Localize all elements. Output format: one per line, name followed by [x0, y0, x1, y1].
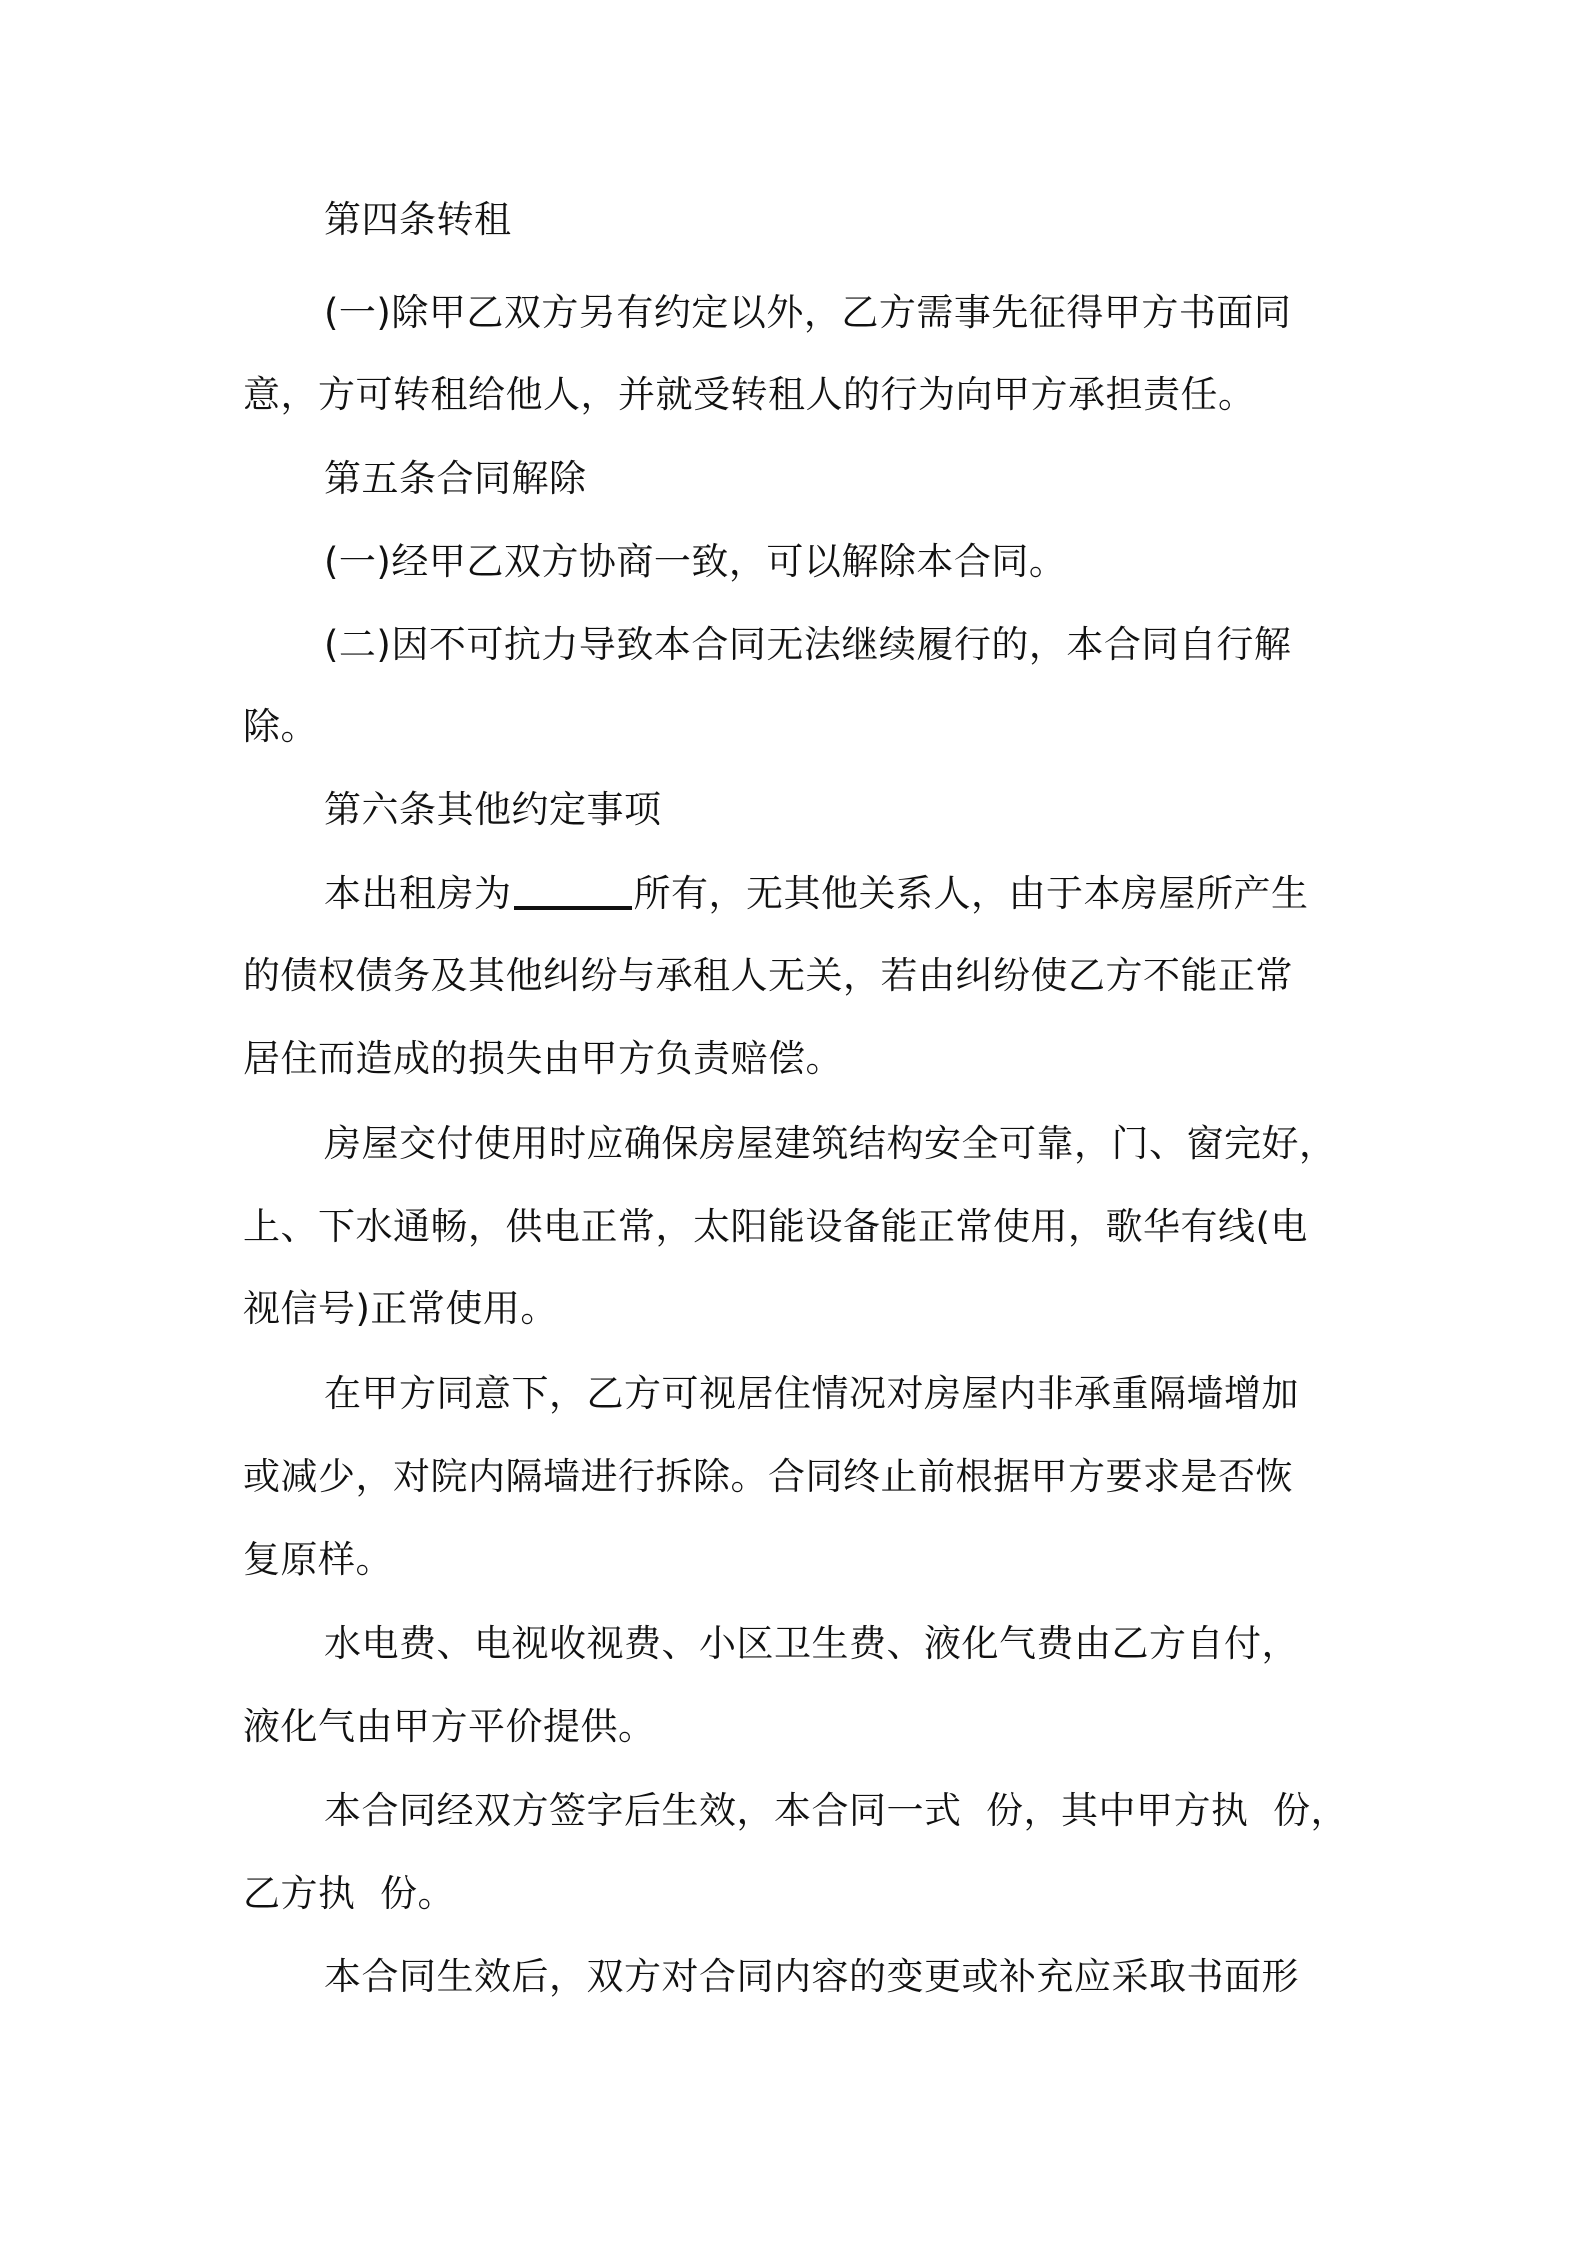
article-4-clause-1-line-2: 意，方可转租给他人，并就受转租人的行为向甲方承担责任。	[243, 373, 1256, 416]
article-6-para-3-line-3: 复原样。	[243, 1538, 393, 1581]
article-6-para-5-line-1: 本合同经双方签字后生效，本合同一式 份，其中甲方执 份，	[324, 1789, 1349, 1832]
article-6-para-4-line-1: 水电费、电视收视费、小区卫生费、液化气费由乙方自付，	[324, 1622, 1299, 1665]
article-6-para-2-line-1: 房屋交付使用时应确保房屋建筑结构安全可靠，门、窗完好，	[324, 1122, 1337, 1165]
article-6-para-4-line-2: 液化气由甲方平价提供。	[243, 1705, 656, 1748]
article-5-clause-2-line-2: 除。	[243, 705, 318, 748]
article-5-clause-1: (一)经甲乙双方协商一致，可以解除本合同。	[324, 540, 1067, 583]
owner-fill-in-blank[interactable]	[514, 872, 632, 910]
article-6-para-1-line-3: 居住而造成的损失由甲方负责赔偿。	[243, 1037, 843, 1080]
article-6-para-1-text-a: 本出租房为	[324, 872, 512, 915]
article-5-clause-2-line-1: (二)因不可抗力导致本合同无法继续履行的，本合同自行解	[324, 623, 1292, 666]
article-6-para-6-line-1: 本合同生效后，双方对合同内容的变更或补充应采取书面形	[324, 1955, 1299, 1998]
article-4-title: 第四条转租	[324, 198, 512, 241]
article-6-para-2-line-2: 上、下水通畅，供电正常，太阳能设备能正常使用，歌华有线(电	[243, 1205, 1308, 1248]
article-4-clause-1-line-1: (一)除甲乙双方另有约定以外，乙方需事先征得甲方书面同	[324, 291, 1292, 334]
article-6-para-5-line-2: 乙方执 份。	[243, 1872, 456, 1915]
article-6-para-3-line-1: 在甲方同意下，乙方可视居住情况对房屋内非承重隔墙增加	[324, 1372, 1299, 1415]
article-6-title: 第六条其他约定事项	[324, 788, 662, 831]
article-6-para-2-line-3: 视信号)正常使用。	[243, 1287, 558, 1330]
article-5-title: 第五条合同解除	[324, 457, 587, 500]
article-6-para-1-text-b: 所有，无其他关系人，由于本房屋所产生	[633, 872, 1309, 915]
article-6-para-1-line-2: 的债权债务及其他纠纷与承租人无关，若由纠纷使乙方不能正常	[243, 954, 1293, 997]
article-6-para-3-line-2: 或减少，对院内隔墙进行拆除。合同终止前根据甲方要求是否恢	[243, 1455, 1293, 1498]
article-6-para-1-line-1	[324, 870, 1309, 918]
